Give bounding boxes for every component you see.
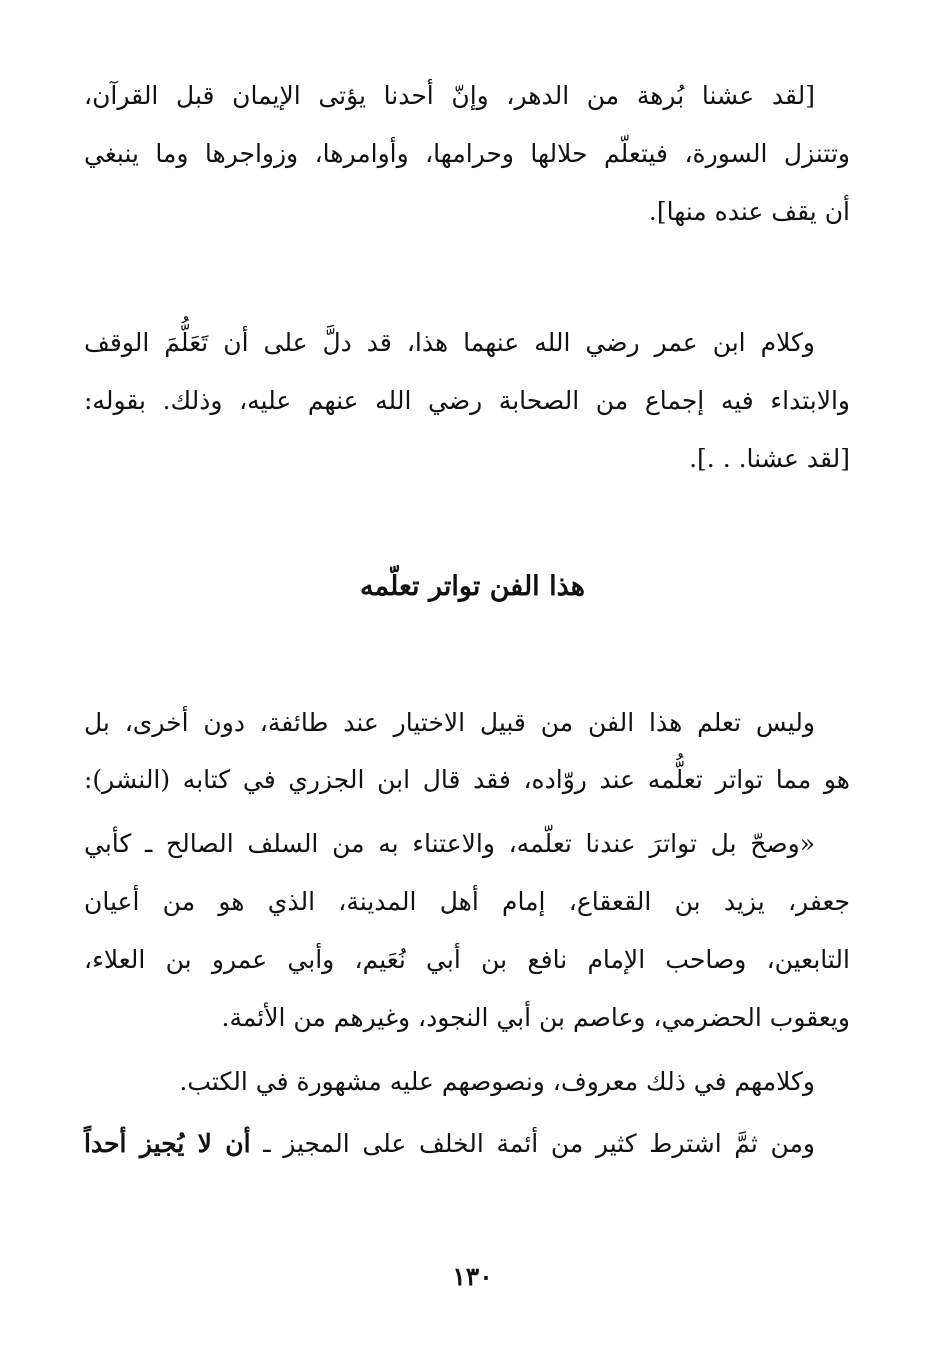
section-heading: هذا الفن تواتر تعلّمه: [360, 571, 585, 602]
paragraph1-line2: وتتنزل السورة، فيتعلّم حلالها وحرامها، وأوامرها، وزواجرها وما ينبغي: [84, 139, 850, 168]
quote-line1: «وصحّ بل تواترَ عندنا تعلّمه، والاعتناء به من السلف الصالح ـ كأبي: [84, 829, 815, 858]
quote-line2: جعفر، يزيد بن القعقاع، إمام أهل المدينة، الذي هو من أعيان: [84, 887, 850, 916]
paragraph2-line2: والابتداء فيه إجماع من الصحابة رضي الله عنهم عليه، وذلك. بقوله:: [84, 386, 850, 415]
paragraph5-line1-bold-text: أن لا يُجيز أحداً: [84, 1129, 251, 1158]
paragraph2-line1: وكلام ابن عمر رضي الله عنهما هذا، قد دلَّ على أن تَعَلُّمَ الوقف: [84, 328, 815, 357]
page-number: ١٣٠: [452, 1262, 493, 1291]
paragraph5-line1: [84, 1124, 815, 1164]
paragraph3-line2: هو مما تواتر تعلُّمه عند روّاده، فقد قال ابن الجزري في كتابه (النشر):: [84, 765, 850, 794]
quote-line4: ويعقوب الحضرمي، وعاصم بن أبي النجود، وغيرهم من الأئمة.: [221, 1003, 850, 1032]
paragraph1-line1: [لقد عشنا بُرهة من الدهر، وإنّ أحدنا يؤتى الإيمان قبل القرآن،: [84, 81, 815, 110]
paragraph3-line1: وليس تعلم هذا الفن من قبيل الاختيار عند طائفة، دون أخرى، بل: [84, 708, 815, 737]
paragraph4-line1: وكلامهم في ذلك معروف، ونصوصهم عليه مشهورة في الكتب.: [179, 1067, 815, 1096]
paragraph1-line3: أن يقف عنده منها].: [648, 197, 850, 226]
paragraph5-line1-text: ومن ثمَّ اشترط كثير من أئمة الخلف على المجيز ـ: [250, 1129, 816, 1158]
quote-line3: التابعين، وصاحب الإمام نافع بن أبي نُعَيم، وأبي عمرو بن العلاء،: [84, 945, 850, 974]
paragraph2-line3: [لقد عشنا. . .].: [689, 444, 850, 473]
